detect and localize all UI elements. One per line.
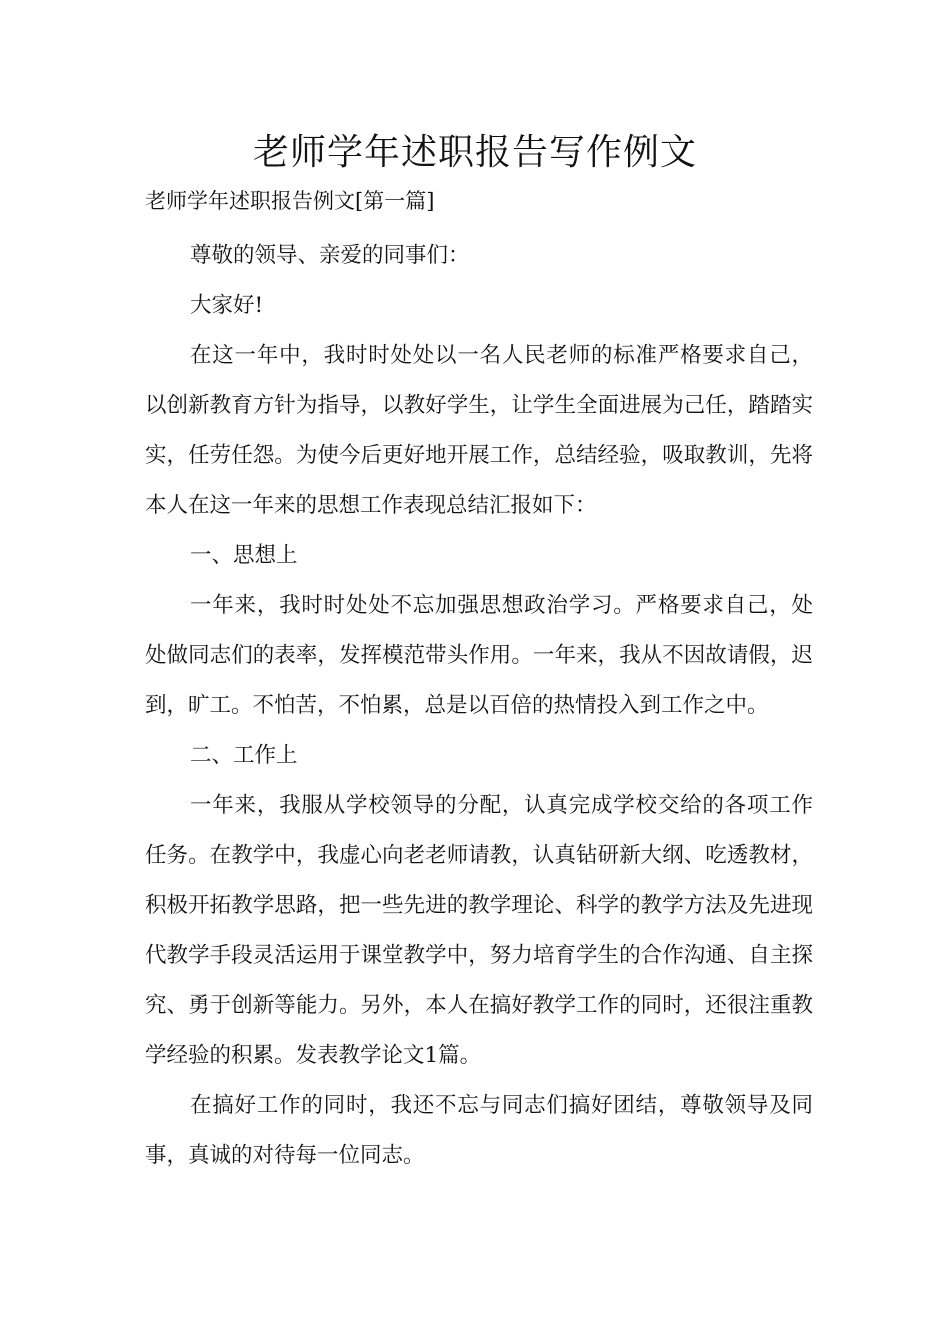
intro-paragraph: 在这一年中，我时时处处以一名人民老师的标准严格要求自己，以创新教育方针为指导，以教好学生，让学生全面进展为己任，踏踏实实，任劳任怨。为使今后更好地开展工作，总结经验，吸取教训，先将本人在这一年来的思想工作表现总结汇报如下： xyxy=(145,343,813,518)
thought-paragraph: 一年来，我时时处处不忘加强思想政治学习。严格要求自己，处处做同志们的表率，发挥模范带头作用。一年来，我从不因故请假，迟到，旷工。不怕苦，不怕累，总是以百倍的热情投入到工作之中。 xyxy=(145,593,813,718)
document-body xyxy=(145,231,813,1181)
section-heading-thought: 一、思想上 xyxy=(190,543,298,568)
work-paragraph: 一年来，我服从学校领导的分配，认真完成学校交给的各项工作任务。在教学中，我虚心向老老师请教，认真钻研新大纲、吃透教材，积极开拓教学思路，把一些先进的教学理论、科学的教学方法及先进现代教学手段灵活运用于课堂教学中，努力培育学生的合作沟通、自主探究、勇于创新等能力。另外，本人在搞好教学工作的同时，还很注重教学经验的积累。发表教学论文1篇。 xyxy=(145,793,813,1068)
unity-paragraph: 在搞好工作的同时，我还不忘与同志们搞好团结，尊敬领导及同事，真诚的对待每一位同志。 xyxy=(145,1093,813,1168)
hello-paragraph: 大家好! xyxy=(190,293,264,318)
document-subtitle: 老师学年述职报告例文[第一篇] xyxy=(145,189,435,213)
section-heading-work: 二、工作上 xyxy=(190,743,298,768)
greeting-paragraph: 尊敬的领导、亲爱的同事们： xyxy=(190,243,470,268)
document-title: 老师学年述职报告写作例文 xyxy=(252,132,697,173)
